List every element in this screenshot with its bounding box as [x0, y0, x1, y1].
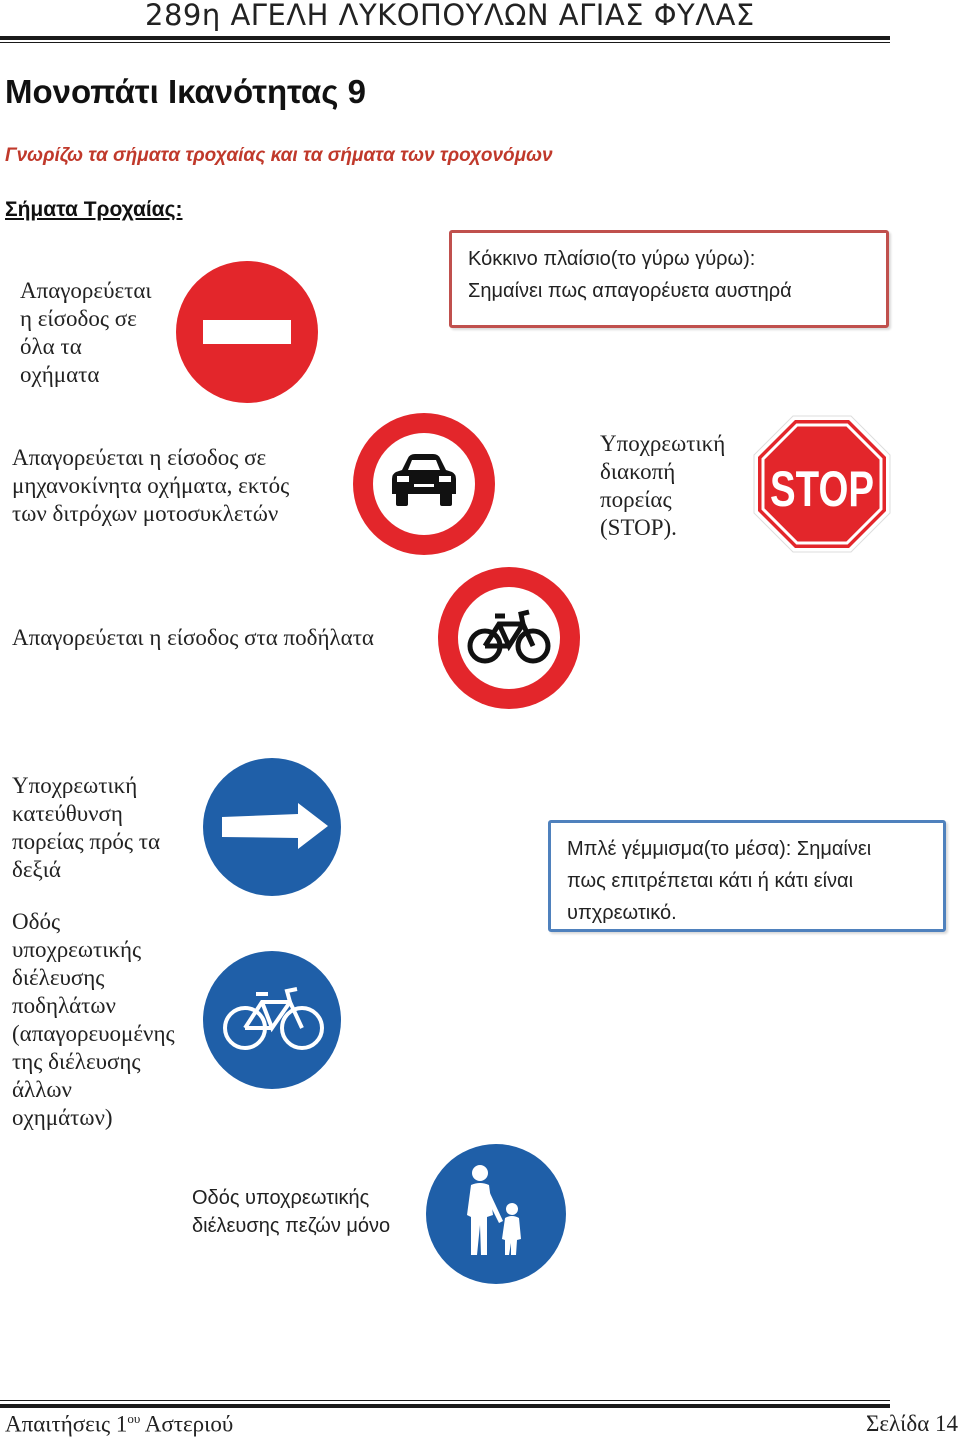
footer-left-sup: ου	[127, 1411, 141, 1426]
document-header-title: 289η ΑΓΕΛΗ ΛΥΚΟΠΟΥΛΩΝ ΑΓΙΑΣ ΦΥΛΑΣ	[145, 0, 755, 32]
header-rule-thin	[0, 42, 890, 43]
header-rule-thick	[0, 36, 890, 40]
no-entry-sign-icon	[175, 260, 319, 404]
label-line: όλα τα	[20, 334, 82, 359]
no-motor-vehicles-label	[12, 444, 289, 528]
label-line: των διτρόχων μοτοσυκλετών	[12, 501, 279, 526]
label-line: Απαγορεύεται η είσοδος σε	[12, 445, 267, 470]
label-line: μηχανοκίνητα οχήματα, εκτός	[12, 473, 290, 498]
note-line: υπχρεωτικό.	[567, 902, 677, 924]
label-line: διέλευσης	[12, 965, 105, 990]
note-line: Σημαίνει πως απαγορέυετα αυστηρά	[468, 280, 792, 302]
label-line: Οδός	[12, 909, 61, 934]
pedestrians-label	[192, 1184, 390, 1240]
cycle-path-label	[12, 908, 175, 1132]
no-entry-label	[20, 277, 152, 389]
label-line: δεξιά	[12, 857, 61, 882]
turn-right-sign-icon	[202, 757, 342, 897]
label-line: ποδηλάτων	[12, 993, 116, 1018]
no-bicycles-sign-icon	[437, 566, 581, 710]
label-line: πορείας	[600, 487, 672, 512]
turn-right-label	[12, 772, 160, 884]
stop-sign-icon	[752, 414, 892, 554]
label-line: διέλευσης πεζών μόνο	[192, 1215, 391, 1237]
stop-sign-text: STOP	[770, 461, 874, 517]
footer-left-prefix: Απαιτήσεις 1	[5, 1411, 128, 1437]
label-line: κατεύθυνση	[12, 801, 123, 826]
footer-left	[5, 1411, 233, 1438]
page-title: Μονοπάτι Ικανότητας 9	[5, 73, 366, 110]
label-line: Υποχρεωτική	[600, 431, 726, 456]
label-line: (απαγορευομένης	[12, 1021, 175, 1046]
label-line: Υποχρεωτική	[12, 773, 138, 798]
cycle-path-sign-icon	[202, 950, 342, 1090]
label-line: υποχρεωτικής	[12, 937, 142, 962]
stop-label	[600, 430, 725, 542]
footer-rule-thin	[0, 1400, 890, 1401]
blue-fill-note	[548, 820, 946, 932]
label-line: άλλων	[12, 1077, 72, 1102]
label-line: Οδός υποχρεωτικής	[192, 1187, 370, 1209]
note-line: πως επιτρέπεται κάτι ή κάτι είναι	[567, 870, 854, 892]
footer-left-suffix: Αστεριού	[140, 1411, 234, 1437]
red-frame-note	[449, 230, 889, 328]
section-heading: Σήματα Τροχαίας:	[5, 198, 183, 221]
note-line: Κόκκινο πλαίσιο(το γύρω γύρω):	[468, 248, 756, 270]
page-subtitle: Γνωρίζω τα σήματα τροχαίας και τα σήματα των τροχονόμων	[5, 145, 553, 166]
no-bicycles-label: Απαγορεύεται η είσοδος στα ποδήλατα	[12, 625, 374, 650]
footer-page-number: Σελίδα 14	[865, 1411, 958, 1436]
label-line: οχημάτων)	[12, 1105, 113, 1130]
note-line: Μπλέ γέμμισμα(το μέσα): Σημαίνει	[567, 838, 872, 860]
label-line: Απαγορεύεται	[20, 278, 152, 303]
label-line: της διέλευσης	[12, 1049, 141, 1074]
label-line: (STOP).	[600, 515, 677, 540]
label-line: πορείας πρός τα	[12, 829, 161, 854]
label-line: διακοπή	[600, 459, 676, 484]
pedestrians-sign-icon	[425, 1143, 567, 1285]
label-line: η είσοδος σε	[20, 306, 137, 331]
footer-rule-thick	[0, 1404, 890, 1408]
label-line: οχήματα	[20, 362, 100, 387]
no-motor-vehicles-sign-icon	[352, 412, 496, 556]
